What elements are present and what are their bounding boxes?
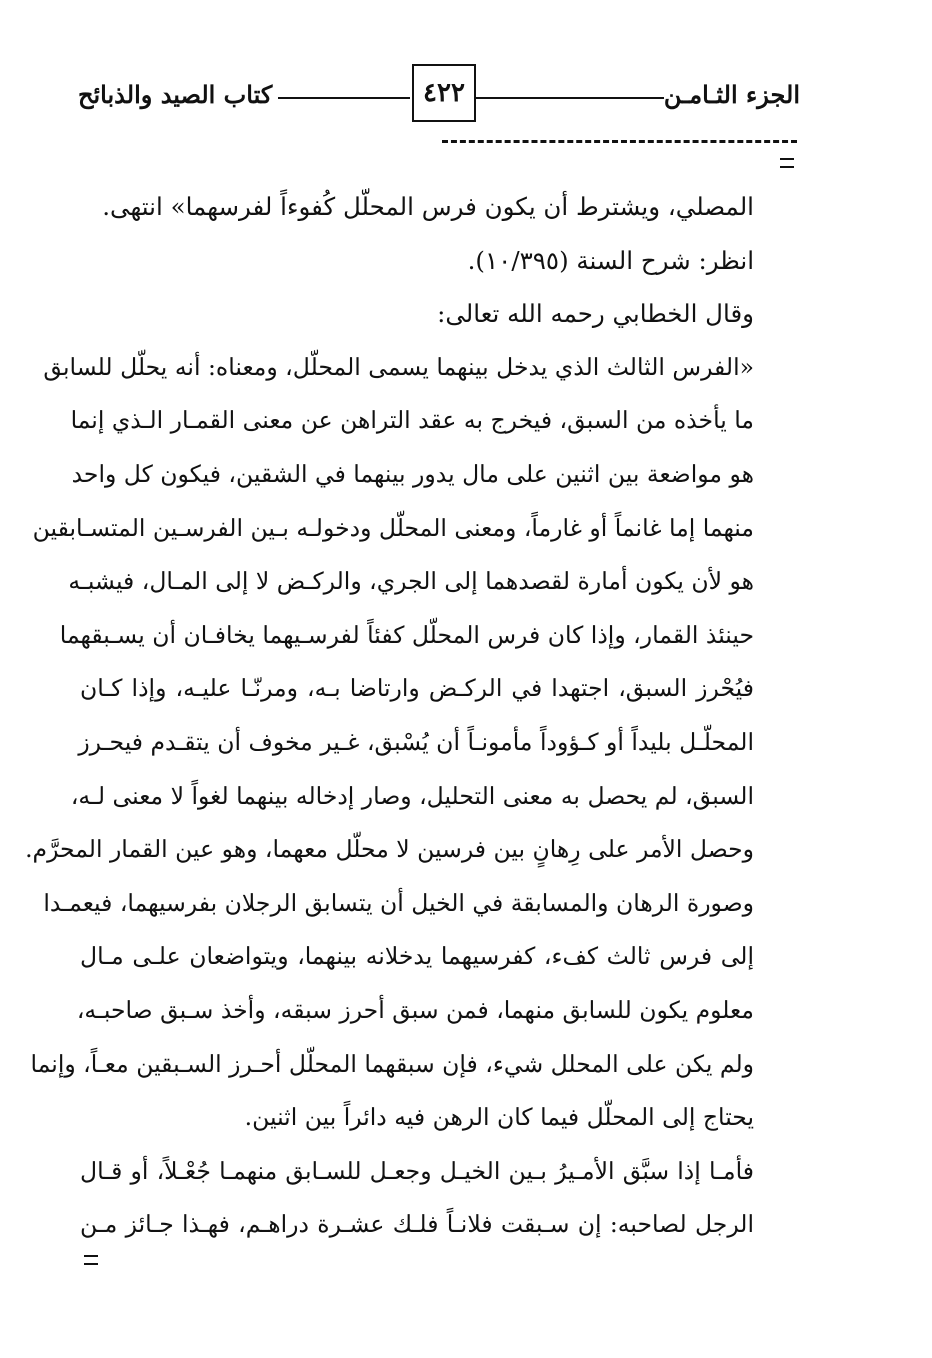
text-line: معلوم يكون للسابق منهما، فمن سبق أحرز سبقه، وأخذ سـبق صاحبـه، [76, 995, 754, 1024]
text-line: «الفرس الثالث الذي يدخل بينهما يسمى المحلّل، ومعناه: أنه يحلّل للسابق [43, 352, 754, 381]
text-line: المصلي، ويشترط أن يكون فرس المحلّل كُفوءاً لفرسهما» انتهى. [102, 192, 754, 221]
page-number: ٤٢٢ [412, 64, 476, 122]
text-line: انظر: شرح السنة (١٠/٣٩٥). [467, 245, 754, 275]
text-line: حينئذ القمار، وإذا كان فرس المحلّل كفئاً لفرسـيهما يخافـان أن يسـبقهما [59, 620, 754, 649]
text-line: وحصل الأمر على رِهانٍ بين فرسين لا محلّل معهما، وهو عين القمار المحرَّم. [25, 835, 754, 864]
text-line: السبق، لم يحصل به معنى التحليل، وصار إدخاله بينهما لغواً لا معنى لـه، [70, 781, 754, 810]
text-line: فيُحْرز السبق، اجتهدا في الركـض وارتاضا بـه، ومرنّـا عليـه، وإذا كـان [80, 674, 754, 703]
body-text [25, 180, 754, 1252]
text-line: ما يأخذه من السبق، فيخرج به عقد التراهن عن معنى القمـار الـذي إنما [70, 406, 754, 435]
text-line: هو لأن يكون أمارة لقصدهما إلى الجري، والركـض لا إلى المـال، فيشبـه [68, 567, 754, 596]
page-header [78, 64, 800, 124]
text-line: منهما إما غانماً أو غارماً، ومعنى المحلّل ودخولـه بـين الفرسـين المتسـابقين [32, 513, 754, 542]
header-rule-right [474, 97, 664, 99]
text-line: فأمـا إذا سبَّق الأمـيرُ بـين الخيـل وجعـل للسـابق منهمـا جُعْـلاً، أو قـال [80, 1156, 754, 1185]
chapter-title: كتاب الصيد والذبائح [78, 80, 273, 109]
header-dashed-rule [442, 140, 797, 143]
text-line: وقال الخطابي رحمه الله تعالى: [437, 299, 754, 329]
text-line: إلى فرس ثالث كفء، كفرسيهما يدخلانه بينهما، ويتواضعان علـى مـال [80, 942, 754, 971]
text-line: الرجل لصاحبه: إن سـبقت فلانـاً فلـك عشـرة دراهـم، فهـذا جـائز مـن [80, 1210, 754, 1239]
top-separator-mark [780, 158, 794, 168]
text-line: وصورة الرهان والمسابقة في الخيل أن يتسابق الرجلان بفرسيهما، فيعمـدا [43, 888, 754, 917]
bottom-separator-mark [84, 1255, 98, 1265]
header-rule-left [278, 97, 410, 99]
volume-title: الجزء الثـامـن [663, 80, 800, 109]
text-line: يحتاج إلى المحلّل فيما كان الرهن فيه دائراً بين اثنين. [244, 1103, 754, 1132]
text-line: المحلّـل بليداً أو كـؤوداً مأمونـاً أن يُسْبق، غـير مخوف أن يتقـدم فيحـرز [78, 727, 754, 756]
text-line: هو مواضعة بين اثنين على مال يدور بينهما في الشقين، فيكون كل واحد [71, 459, 754, 488]
text-line: ولم يكن على المحلل شيء، فإن سبقهما المحلّل أحـرز السـبقين معـاً، وإنما [30, 1049, 754, 1078]
